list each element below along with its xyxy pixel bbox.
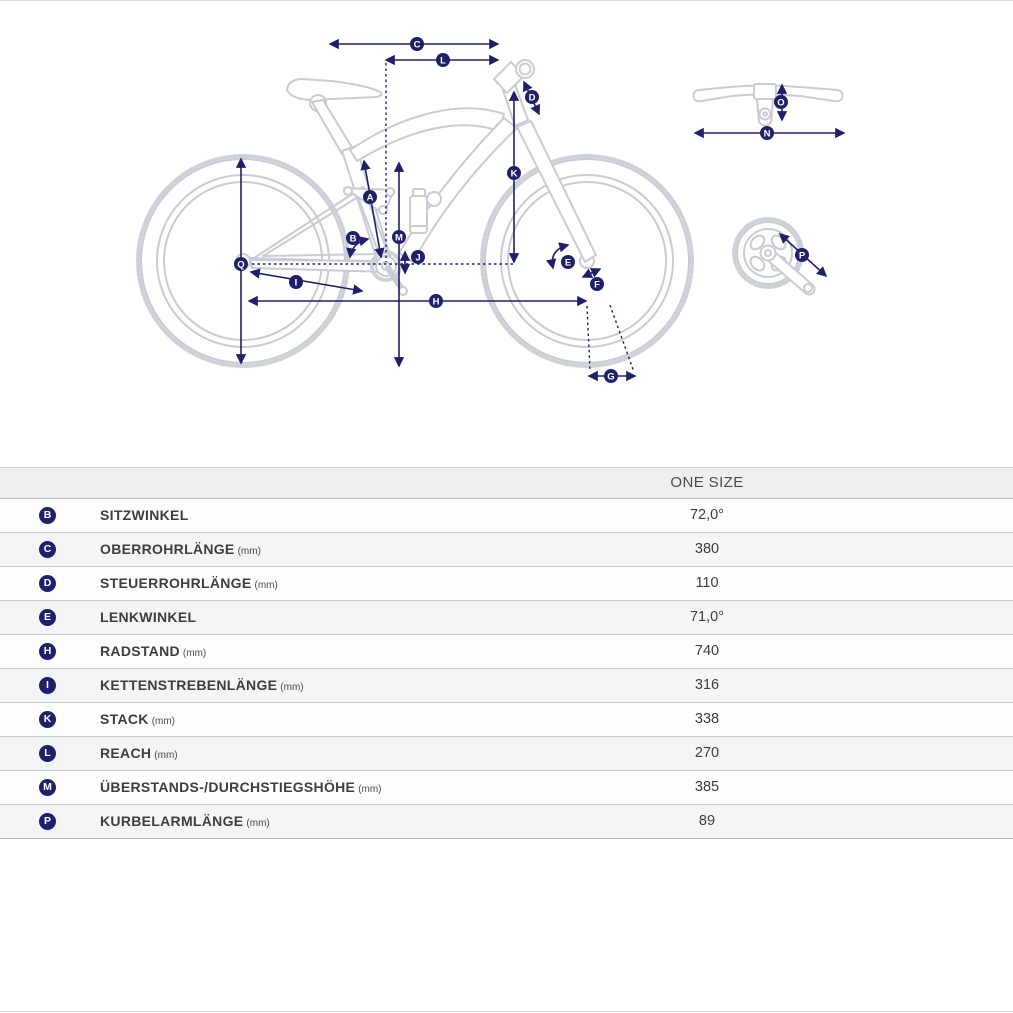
fork-drawing [517,121,596,262]
row-value: 89 [698,813,716,829]
diagram-badge-letter-C: C [413,39,421,51]
diagram-badge-letter-N: N [763,128,771,140]
row-letter-badge: P [39,813,56,830]
row-unit: (mm) [237,546,261,557]
row-letter-badge: B [39,507,56,524]
row-letter-badge: K [39,711,56,728]
table-row [0,804,1013,838]
table-row [0,634,1013,668]
geometry-table-header [0,468,1013,499]
row-label: ÜBERSTANDS-/DURCHSTIEGSHÖHE [100,779,356,795]
row-label: REACH [100,745,152,761]
bike-diagram-svg [0,0,1013,460]
diagram-badge-letter-K: K [510,168,518,180]
diagram-badge-letter-L: L [440,55,446,67]
row-value: 71,0° [689,609,725,625]
diagram-badge-letter-H: H [432,296,440,308]
row-letter-badge: C [39,541,56,558]
row-value: 316 [694,677,720,693]
table-row [0,668,1013,702]
diagram-badge-letter-I: I [294,277,298,289]
row-value: 72,0° [689,507,725,523]
row-label: RADSTAND [100,643,180,659]
handlebar-top-view-drawing [694,84,843,126]
table-row [0,702,1013,736]
row-label: KETTENSTREBENLÄNGE [100,677,278,693]
diagram-badge-letter-M: M [395,232,403,244]
row-unit: (mm) [182,648,207,659]
diagram-badge-letter-Q: Q [237,259,245,271]
diagram-badge-letter-F: F [594,279,600,291]
row-label: LENKWINKEL [100,609,197,625]
row-label: KURBELARMLÄNGE [100,813,244,829]
diagram-badge-letter-D: D [528,92,536,104]
row-letter-badge: L [39,745,56,762]
table-row [0,600,1013,634]
table-row [0,499,1013,532]
row-unit: (mm) [254,580,278,591]
row-unit: (mm) [151,716,176,727]
page-bottom-divider [0,1011,1013,1012]
table-row [0,770,1013,804]
table-row [0,736,1013,770]
row-label: SITZWINKEL [100,507,189,523]
bike-geometry-diagram [0,0,1013,460]
table-row [0,566,1013,600]
dim-F-fork-offset [583,269,600,277]
diagram-badge-letter-A: A [366,192,374,204]
row-letter-badge: H [39,643,56,660]
row-unit: (mm) [154,750,178,761]
row-value: 385 [694,779,720,795]
row-value: 110 [695,575,719,591]
row-letter-badge: E [39,609,56,626]
diagram-badge-letter-G: G [607,371,615,383]
row-unit: (mm) [358,784,382,795]
table-row [0,532,1013,566]
row-letter-badge: M [39,779,56,796]
diagram-badge-letter-O: O [777,97,785,109]
diagram-badge-letter-P: P [798,250,806,262]
row-value: 380 [694,541,720,557]
row-label: STACK [100,711,149,727]
geometry-table-rows [0,499,1013,838]
row-value: 740 [694,643,720,659]
row-value: 270 [694,745,720,761]
geometry-table [0,467,1013,839]
row-unit: (mm) [246,818,270,829]
row-label: OBERROHRLÄNGE [100,541,235,557]
row-letter-badge: D [39,575,56,592]
row-unit: (mm) [280,682,304,693]
diagram-badge-letter-J: J [415,252,421,264]
bike-line-drawing [138,60,842,366]
row-label: STEUERROHRLÄNGE [100,575,252,591]
row-letter-badge: I [39,677,56,694]
ref-line-axle-drop [587,306,590,371]
diagram-badge-letter-E: E [564,257,572,269]
diagram-badge-letter-B: B [349,233,357,245]
row-value: 338 [694,711,720,727]
size-column-header: ONE SIZE [670,474,744,491]
